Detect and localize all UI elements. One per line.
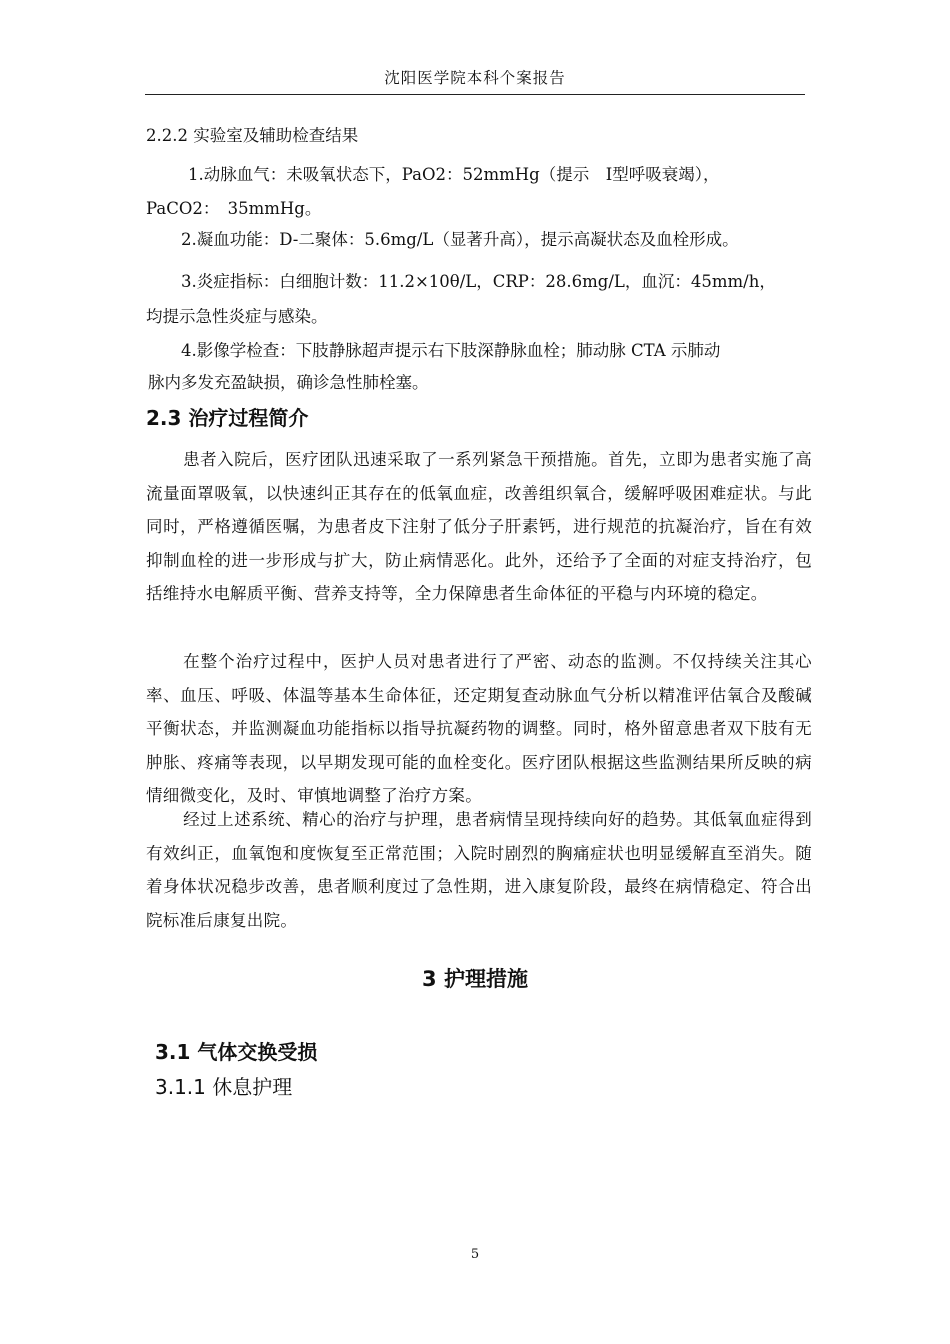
lab-item-imaging-line2: 脉内多发充盈缺损，确诊急性肺栓塞。 xyxy=(148,373,429,392)
treatment-paragraph-3: 经过上述系统、精心的治疗与护理，患者病情呈现持续向好的趋势。其低氧血症得到有效纠正，血氧饱和度恢复至正常范围；入院时剧烈的胸痛症状也明显缓解直至消失。随着身体状况稳步改善，患者顺利度过了急性期，进入康复阶段，最终在病情稳定、符合出院标准后康复出院。 xyxy=(146,810,812,930)
chapter-heading-3: 3 护理措施 xyxy=(422,967,528,991)
lab-item-coagulation: 2.凝血功能：D-二聚体：5.6mg/L（显著升高），提示高凝状态及血栓形成。 xyxy=(181,230,739,249)
treatment-paragraph-1: 患者入院后，医疗团队迅速采取了一系列紧急干预措施。首先，立即为患者实施了高流量面罩吸氧，以快速纠正其存在的低氧血症，改善组织氧合，缓解呼吸困难症状。与此同时，严格遵循医嘱，为患者皮下注射了低分子肝素钙，进行规范的抗凝治疗，旨在有效抑制血栓的进一步形成与扩大，防止病情恶化。此外，还给予了全面的对症支持治疗，包括维持水电解质平衡、营养支持等，全力保障患者生命体征的平稳与内环境的稳定。 xyxy=(146,450,812,603)
section-heading-2-3: 2.3 治疗过程简介 xyxy=(146,406,309,430)
treatment-paragraph-2: 在整个治疗过程中，医护人员对患者进行了严密、动态的监测。不仅持续关注其心率、血压、呼吸、体温等基本生命体征，还定期复查动脉血气分析以精准评估氧合及酸碱平衡状态，并监测凝血功能指标以指导抗凝药物的调整。同时，格外留意患者双下肢有无肿胀、疼痛等表现，以早期发现可能的血栓变化。医疗团队根据这些监测结果所反映的病情细微变化，及时、审慎地调整了治疗方案。 xyxy=(146,652,812,805)
lab-item-blood-gas-line2: PaCO2： 35mmHg。 xyxy=(146,199,322,218)
lab-item-blood-gas-line1: 1.动脉血气：未吸氧状态下，PaO2：52mmHg（提示 Ⅰ型呼吸衰竭）， xyxy=(188,165,720,184)
header-divider xyxy=(145,94,805,95)
lab-item-inflammation-line1: 3.炎症指标：白细胞计数：11.2×10θ/L，CRP：28.6mg/L，血沉：45mm/h， xyxy=(181,272,776,291)
page-number: 5 xyxy=(470,1247,480,1262)
running-header: 沈阳医学院本科个案报告 xyxy=(384,69,566,87)
section-heading-3-1: 3.1 气体交换受损 xyxy=(155,1040,318,1064)
subsection-heading-3-1-1: 3.1.1 休息护理 xyxy=(155,1075,293,1099)
lab-item-inflammation-line2: 均提示急性炎症与感染。 xyxy=(146,307,328,326)
lab-item-imaging-line1: 4.影像学检查：下肢静脉超声提示右下肢深静脉血栓；肺动脉 CTA 示肺动 xyxy=(181,341,721,360)
subsection-heading-2-2-2: 2.2.2 实验室及辅助检查结果 xyxy=(146,126,359,145)
